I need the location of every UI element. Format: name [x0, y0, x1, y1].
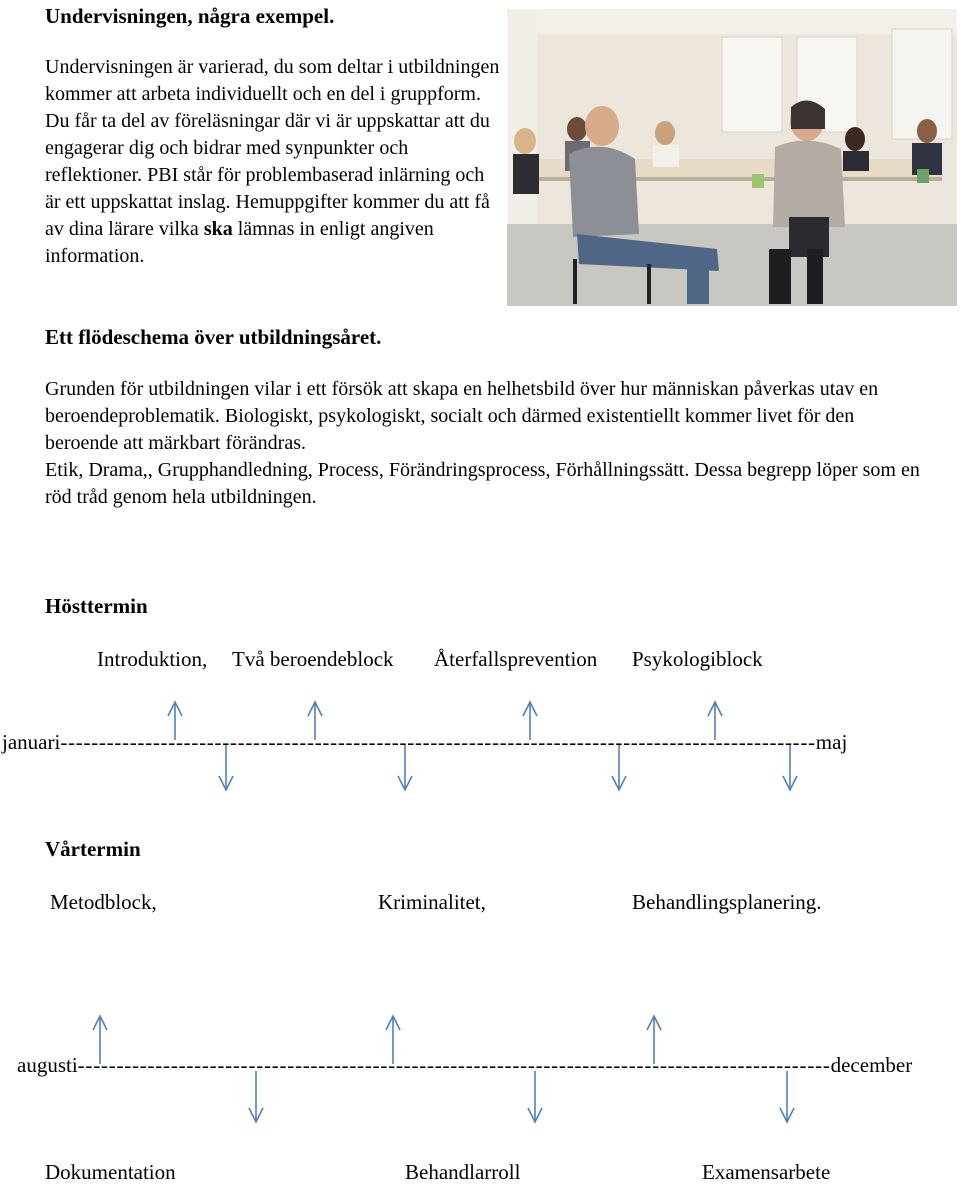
bottom-label-behandlarroll: Behandlarroll — [405, 1160, 521, 1184]
down-arrow-icon — [783, 745, 797, 790]
grund-text: Grunden för utbildningen vilar i ett försök att skapa en helhetsbild över hur människan påverkas utav en beroendeproblematik. Biologiskt, psykologiskt, socialt och därmed existentiellt kommer livet för den beroende att märkbart förändras. — [45, 378, 879, 454]
begrepp-text: Etik, Drama,, Grupphandledning, Process, Förändringsprocess, Förhållningssätt. Dessa begrepp löper som en röd tråd genom hela utbildningen. — [45, 459, 920, 508]
host-label-aterfallsprevention: Återfallsprevention — [434, 647, 598, 671]
var-label-metodblock: Metodblock, — [50, 890, 157, 914]
host-end-month: maj — [815, 730, 848, 754]
down-arrow-icon — [612, 745, 626, 790]
up-arrow-icon — [168, 702, 182, 740]
var-start-month: augusti — [17, 1053, 78, 1077]
down-arrow-icon — [219, 745, 233, 790]
up-arrow-icon — [523, 702, 537, 740]
bottom-label-examensarbete: Examensarbete — [702, 1160, 831, 1184]
intro-text-end: lämnas in enligt angiven information. — [45, 218, 434, 267]
var-dashes: ------------------------------------------------------------------------------------------------- — [77, 1053, 831, 1077]
down-arrow-icon — [249, 1071, 263, 1122]
hosttermin-title: Hösttermin — [45, 594, 148, 618]
var-label-kriminalitet: Kriminalitet, — [378, 890, 486, 914]
host-start-month: januari — [2, 730, 61, 754]
intro-bold-word: ska — [203, 218, 233, 240]
intro-text: Undervisningen är varierad, du som deltar i utbildningen kommer att arbeta individuellt och en del i gruppform. Du får ta del av föreläsningar där vi är uppskattar att du engagerar dig och bidrar med synpunkter och reflektioner. PBI står för problembaserad inlärning och är ett uppskattat inslag. Hemuppgifter kommer du att få av dina lärare vilka — [45, 56, 500, 240]
host-label-introduktion: Introduktion, — [97, 647, 208, 671]
down-arrow-icon — [780, 1071, 794, 1122]
up-arrow-icon — [308, 702, 322, 740]
up-arrow-icon — [708, 702, 722, 740]
vartermin-title: Vårtermin — [45, 837, 141, 861]
host-label-beroendeblock: Två beroendeblock — [232, 647, 394, 671]
up-arrow-icon — [93, 1016, 107, 1064]
down-arrow-icon — [398, 745, 412, 790]
heading-flodeschema: Ett flödeschema över utbildningsåret. — [45, 325, 382, 349]
up-arrow-icon — [386, 1016, 400, 1064]
heading-undervisningen: Undervisningen, några exempel. — [45, 4, 335, 28]
down-arrow-icon — [528, 1071, 542, 1122]
host-label-psykologiblock: Psykologiblock — [632, 647, 763, 671]
var-label-behandlingsplanering: Behandlingsplanering. — [632, 890, 822, 914]
var-end-month: december — [830, 1053, 913, 1077]
host-dashes: -------------------------------------------------------------------------------------------------- — [60, 730, 816, 754]
bottom-label-dokumentation: Dokumentation — [45, 1160, 176, 1184]
up-arrow-icon — [647, 1016, 661, 1064]
